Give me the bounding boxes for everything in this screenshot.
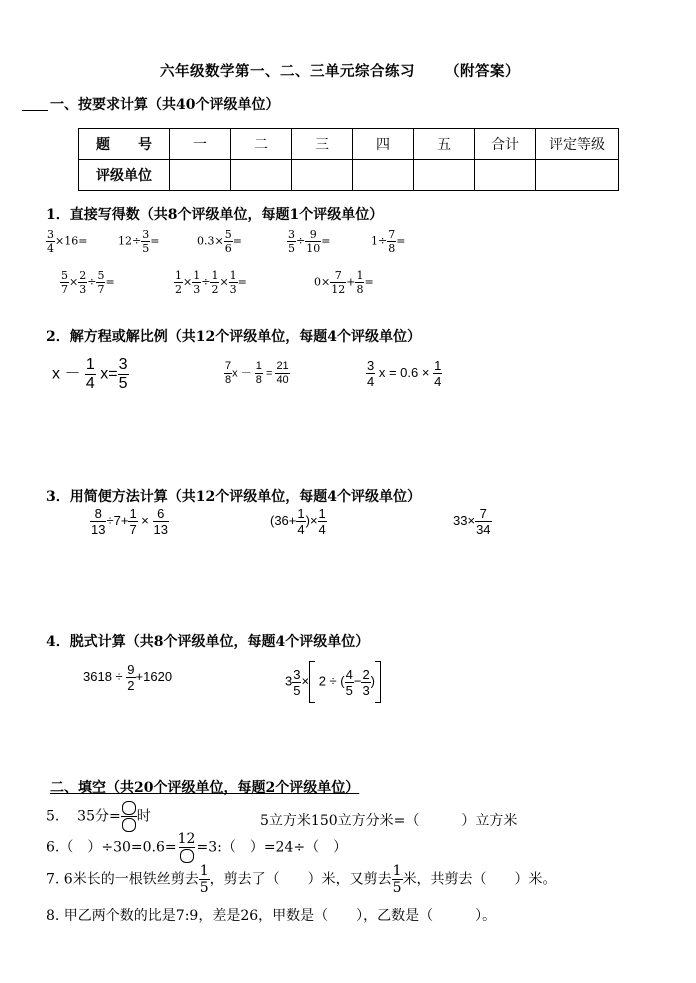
table-cell: 题 号 <box>79 129 170 160</box>
page-title <box>160 60 520 81</box>
q4-expression-1: 3618 ÷ $\frac{9}{2}$ +1620 <box>83 662 173 693</box>
table-cell: 评定等级 <box>536 129 619 160</box>
fill-item-5: 5. 35分= 时 <box>46 801 151 832</box>
fill-item-7: 7. 6米长的一根铁丝剪去 $\frac{1}{5}$ ，剪去了（ ）米，又剪去 $\frac{1}{5}$ 米，共剪去（ ）米。 <box>46 863 557 896</box>
score-input-cell[interactable] <box>475 160 536 191</box>
score-table-header-row <box>79 129 619 160</box>
q3-heading: 3．用简便方法计算（共12个评级单位，每题4个评级单位） <box>46 489 421 505</box>
q1-item-a: $\frac{3}{4}$ ×16= <box>47 228 88 255</box>
fill-item-8: 8. 甲乙两个数的比是7:9，差是26，甲数是（ ），乙数是（ ）。 <box>46 908 497 924</box>
score-input-cell[interactable] <box>292 160 353 191</box>
right-bracket <box>375 661 381 703</box>
table-cell: 合计 <box>475 129 536 160</box>
title-main: 六年级数学第一、二、三单元综合练习 <box>160 63 415 80</box>
q1-item-d: $\frac{3}{5}$ ÷ $\frac{9}{10}$ = <box>288 228 331 255</box>
q2-equation-1: x － $\frac{1}{4}$ x= $\frac{3}{5}$ <box>52 356 128 392</box>
q2-equation-2: $\frac{7}{8}$ x － $\frac{1}{8}$ = $\frac{21}{40}$ <box>225 360 289 386</box>
q1-heading: 1．直接写得数（共8个评级单位，每题1个评级单位） <box>46 207 384 223</box>
title-answer-note: （附答案） <box>445 63 520 80</box>
score-input-cell[interactable] <box>414 160 475 191</box>
score-blank <box>22 96 48 111</box>
section1-label: 一、按要求计算（共40个评级单位） <box>50 97 280 113</box>
table-cell: 一 <box>170 129 231 160</box>
q4-heading: 4．脱式计算（共8个评级单位，每题4个评级单位） <box>46 634 370 650</box>
score-input-cell[interactable] <box>536 160 619 191</box>
q2-heading: 2．解方程或解比例（共12个评级单位，每题4个评级单位） <box>46 329 421 345</box>
q3-expression-2: (36+ $\frac{1}{4}$ )× $\frac{1}{4}$ <box>270 506 326 537</box>
fill-item-5b: 5立方米150立方分米=（ ）立方米 <box>260 813 518 829</box>
table-cell: 五 <box>414 129 475 160</box>
score-input-cell[interactable] <box>353 160 414 191</box>
fill-item-6: 6.（ ）÷30=0.6= 12 =3:（ ）=24÷（ ） <box>46 832 347 863</box>
table-cell: 三 <box>292 129 353 160</box>
q1-item-f: $\frac{5}{7}$ × $\frac{2}{3}$ ÷ $\frac{5}{7}$ = <box>61 269 115 296</box>
q1-item-c: 0.3× $\frac{5}{6}$ = <box>197 228 242 255</box>
section2-heading: 二、填空（共20个评级单位，每题2个评级单位） <box>50 780 360 796</box>
table-cell: 二 <box>231 129 292 160</box>
q1-item-b: 12÷ $\frac{3}{5}$ = <box>118 228 160 255</box>
q2-equation-3: $\frac{3}{4}$ x = 0.6 × $\frac{1}{4}$ <box>367 358 442 389</box>
q3-expression-1: $\frac{8}{13}$ ÷7+ $\frac{1}{7}$ × $\frac{6}{13}$ <box>91 506 168 537</box>
score-input-cell[interactable] <box>231 160 292 191</box>
table-cell: 评级单位 <box>79 160 170 191</box>
q1-item-h: 0× $\frac{7}{12}$ + $\frac{1}{8}$ = <box>314 269 374 296</box>
q1-item-g: $\frac{1}{2}$ × $\frac{1}{3}$ ÷ $\frac{1}{2}$ × $\frac{1}{3}$ = <box>175 269 247 296</box>
score-table-row <box>79 160 619 191</box>
left-bracket <box>309 661 315 703</box>
q4-expression-2: 3 $\frac{3}{5}$ × 2 ÷ ( $\frac{4}{5}$ − $\frac{2}{3}$ ) <box>285 661 381 703</box>
q3-expression-3: 33× $\frac{7}{34}$ <box>453 506 491 537</box>
table-cell: 四 <box>353 129 414 160</box>
q1-item-e: 1÷ $\frac{7}{8}$ = <box>371 228 406 255</box>
section1-heading <box>22 94 279 114</box>
score-table <box>78 128 619 191</box>
score-input-cell[interactable] <box>170 160 231 191</box>
